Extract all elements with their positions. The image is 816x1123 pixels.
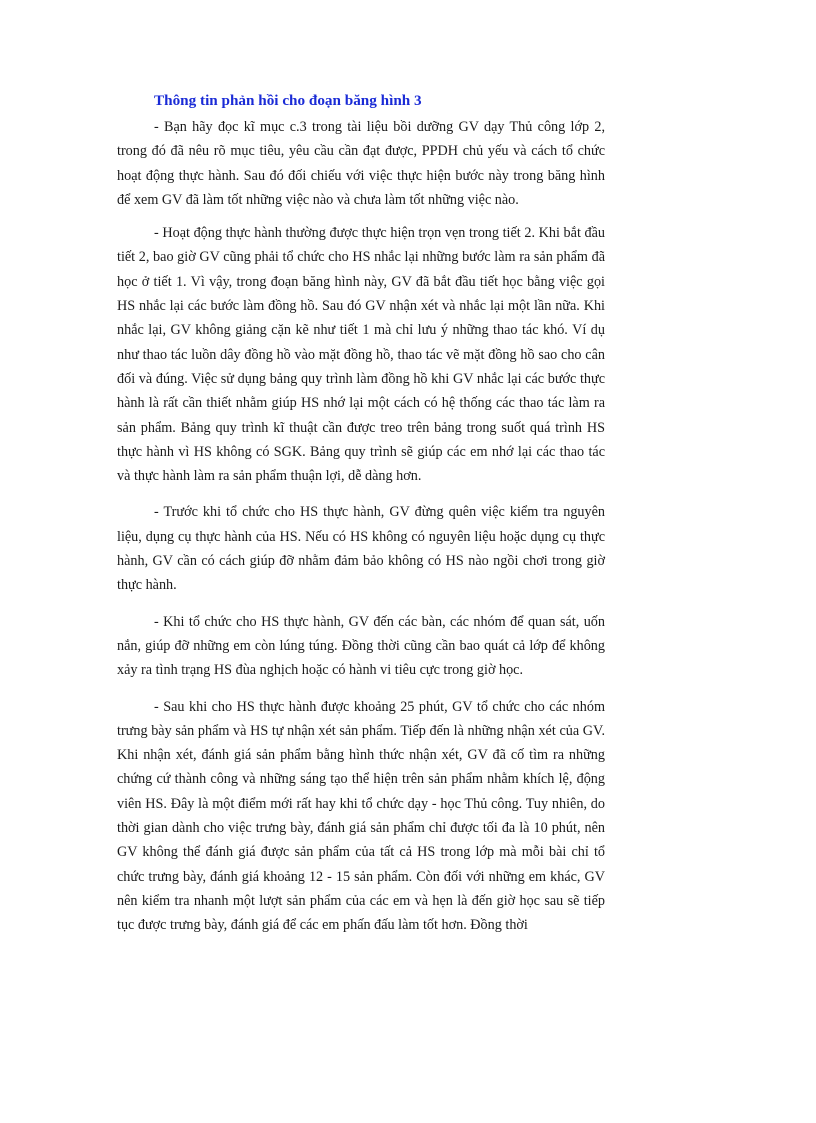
paragraph-1: - Bạn hãy đọc kĩ mục c.3 trong tài liệu bồi dưỡng GV dạy Thủ công lớp 2, trong đó đã nêu rõ mục tiêu, yêu cầu cần đạt được, PPDH chủ yếu và cách tổ chức hoạt động thực hành. Sau đó đối chiếu với việc thực hiện bước này trong băng hình để xem GV đã làm tốt những việc nào và chưa làm tốt những việc nào. <box>117 119 605 208</box>
paragraph-5: - Sau khi cho HS thực hành được khoảng 25 phút, GV tổ chức cho các nhóm trưng bày sản phẩm và HS tự nhận xét sản phẩm. Tiếp đến là những nhận xét của GV. Khi nhận xét, đánh giá sản phẩm bằng hình thức nhận xét, GV đã cố tìm ra những chứng cứ thành công và những sáng tạo thể hiện trên sản phẩm nhằm khích lệ, động viên HS. Đây là một điểm mới rất hay khi tổ chức dạy - học Thủ công. Tuy nhiên, do thời gian dành cho việc trưng bày, đánh giá sản phẩm chỉ được tối đa là 10 phút, nên GV không thể đánh giá được sản phẩm của tất cả HS trong lớp mà mỗi bài chỉ tổ chức trưng bày, đánh giá khoảng 12 - 15 sản phẩm. Còn đối với những em khác, GV nên kiểm tra nhanh một lượt sản phẩm của các em và hẹn là đến giờ học sau sẽ tiếp tục được trưng bày, đánh giá để các em phấn đấu làm tốt hơn. Đồng thời <box>117 698 605 934</box>
paragraph-3: - Trước khi tổ chức cho HS thực hành, GV đừng quên việc kiểm tra nguyên liệu, dụng cụ thực hành của HS. Nếu có HS không có nguyên liệu hoặc dụng cụ thực hành, GV cần có cách giúp đỡ nhằm đảm bảo không có HS nào ngồi chơi trong giờ thực hành. <box>117 504 605 594</box>
section-heading: Thông tin phản hồi cho đoạn băng hình 3 <box>154 92 422 109</box>
paragraph-2: - Hoạt động thực hành thường được thực hiện trọn vẹn trong tiết 2. Khi bắt đầu tiết 2, bao giờ GV cũng phải tổ chức cho HS nhắc lại những bước làm ra sản phẩm đã học ở tiết 1. Vì vậy, trong đoạn băng hình này, GV đã bắt đầu tiết học bằng việc gọi HS nhắc lại các bước làm đồng hồ. Sau đó GV nhận xét và nhắc lại một lần nữa. Khi nhắc lại, GV không giảng cặn kẽ như tiết 1 mà chỉ lưu ý những thao tác khó. Ví dụ như thao tác luồn dây đồng hồ vào mặt đồng hồ, thao tác vẽ mặt đồng hồ sao cho cân đối và đúng. Việc sử dụng bảng quy trình làm đồng hồ khi GV nhắc lại các bước thực hành là rất cần thiết nhằm giúp HS nhớ lại một cách có hệ thống các thao tác làm ra sản phẩm. Bảng quy trình kĩ thuật cần được treo trên bảng trong suốt quá trình HS thực hành vì HS không có SGK. Bảng quy trình sẽ giúp các em nhớ lại các thao tác và thực hành làm ra sản phẩm thuận lợi, dễ dàng hơn. <box>117 225 605 485</box>
paragraph-4: - Khi tổ chức cho HS thực hành, GV đến các bàn, các nhóm để quan sát, uốn nắn, giúp đỡ những em còn lúng túng. Đồng thời cũng cần bao quát cả lớp để không xảy ra tình trạng HS đùa nghịch hoặc có hành vi tiêu cực trong giờ học. <box>117 613 605 679</box>
document-page <box>117 90 605 950</box>
